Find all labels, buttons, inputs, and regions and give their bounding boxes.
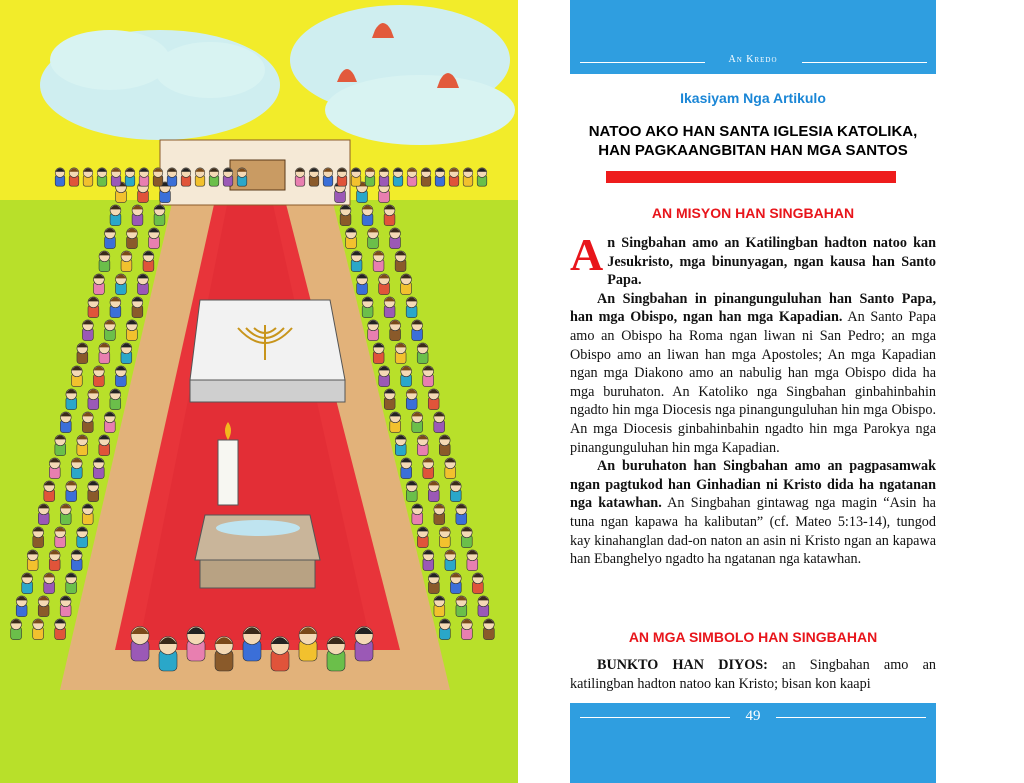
congregant — [395, 435, 406, 456]
congregant — [16, 596, 27, 617]
congregant — [132, 205, 143, 226]
congregant — [365, 168, 375, 186]
left-cloud — [40, 30, 280, 140]
congregant — [243, 627, 261, 662]
congregant — [449, 168, 459, 186]
congregant — [337, 168, 347, 186]
congregant — [99, 343, 110, 364]
congregant — [159, 637, 177, 672]
congregant — [295, 168, 305, 186]
congregant — [97, 168, 107, 186]
congregant — [49, 550, 60, 571]
congregant — [104, 320, 115, 341]
congregant — [401, 458, 412, 479]
congregant — [412, 504, 423, 525]
congregant — [195, 168, 205, 186]
congregant — [132, 297, 143, 318]
congregant — [55, 168, 65, 186]
congregant — [77, 435, 88, 456]
congregant — [82, 504, 93, 525]
congregant — [390, 412, 401, 433]
congregant — [393, 168, 403, 186]
congregant — [82, 320, 93, 341]
congregant — [423, 366, 434, 387]
congregant — [71, 366, 82, 387]
congregant — [110, 205, 121, 226]
congregant — [373, 343, 384, 364]
congregant — [395, 343, 406, 364]
congregant — [439, 619, 450, 640]
congregant — [477, 168, 487, 186]
congregant — [379, 274, 390, 295]
congregant — [38, 504, 49, 525]
congregant — [121, 251, 132, 272]
page-title — [560, 122, 946, 160]
congregant — [368, 228, 379, 249]
congregant — [384, 297, 395, 318]
congregant — [362, 297, 373, 318]
congregant — [167, 168, 177, 186]
congregant — [237, 168, 247, 186]
section-body-misyon — [570, 229, 936, 569]
congregant — [309, 168, 319, 186]
congregant — [428, 573, 439, 594]
congregant — [456, 504, 467, 525]
congregant — [472, 573, 483, 594]
congregant — [434, 596, 445, 617]
congregant — [110, 389, 121, 410]
page-title-line-2: HAN PAGKAANGBITAN HAN MGA SANTOS — [598, 142, 908, 159]
congregant — [33, 527, 44, 548]
congregant — [88, 297, 99, 318]
section-heading-simbolo: AN MGA SIMBOLO HAN SINGBAHAN — [628, 629, 878, 645]
congregant — [149, 228, 160, 249]
congregant — [406, 481, 417, 502]
congregant — [379, 366, 390, 387]
congregant — [139, 168, 149, 186]
congregant — [373, 251, 384, 272]
congregant — [93, 366, 104, 387]
congregant — [209, 168, 219, 186]
congregant — [105, 228, 116, 249]
congregant — [121, 343, 132, 364]
congregant — [445, 458, 456, 479]
page-title-line-1: NATOO AKO HAN SANTA IGLESIA KATOLIKA, — [588, 123, 918, 140]
paragraph-3-text: An Singbahan gintawag nga magin “Asin ha tuna ngan kapawa ha kalibutan” (cf. Mateo 5:13-14), tungod kay kinahanglan dad-on naton an asin ni Kristo ngan an kapawa han Ebanghelyo ngadto ha ngatanan nga katawhan. — [570, 495, 936, 568]
congregant — [93, 458, 104, 479]
congregant — [143, 251, 154, 272]
congregant — [88, 481, 99, 502]
congregant — [351, 251, 362, 272]
congregant — [351, 168, 361, 186]
congregant — [60, 412, 71, 433]
congregant — [99, 435, 110, 456]
congregant — [417, 527, 428, 548]
congregant — [138, 274, 149, 295]
congregant — [33, 619, 44, 640]
congregant — [384, 389, 395, 410]
congregant — [82, 412, 93, 433]
congregant — [71, 550, 82, 571]
congregant — [450, 481, 461, 502]
congregant — [49, 458, 60, 479]
congregant — [66, 389, 77, 410]
congregant — [401, 366, 412, 387]
altar-table — [190, 300, 345, 380]
congregant — [55, 527, 66, 548]
article-label: Ikasiyam Nga Artikulo — [680, 90, 826, 106]
congregant — [461, 527, 472, 548]
congregant — [126, 320, 137, 341]
header-band — [570, 0, 936, 74]
congregant — [27, 550, 38, 571]
paragraph-1-text: n Singbahan amo an Katilingban hadton natoo kan Jesukristo, mga binunyagan, ngan kausa han Santo Papa. — [607, 235, 936, 289]
congregant — [368, 320, 379, 341]
congregant — [483, 619, 494, 640]
congregant — [115, 366, 126, 387]
congregant — [428, 389, 439, 410]
congregant — [271, 637, 289, 672]
congregant — [435, 168, 445, 186]
congregant — [71, 458, 82, 479]
congregant — [55, 619, 66, 640]
section-heading-misyon: AN MISYON HAN SINGBAHAN — [651, 205, 855, 221]
congregant — [125, 168, 135, 186]
congregant — [22, 573, 33, 594]
congregant — [355, 627, 373, 662]
paragraph-2-bold: An Singbahan in pinangunguluhan han Santo Papa, han mga Obispo, ngan han mga Kapadian. — [570, 290, 936, 326]
congregant — [11, 619, 22, 640]
congregant — [99, 251, 110, 272]
congregant — [478, 596, 489, 617]
congregant — [111, 168, 121, 186]
drop-cap: A — [570, 229, 604, 280]
congregant — [401, 274, 412, 295]
paragraph-2 — [570, 290, 936, 457]
congregant — [131, 627, 149, 662]
congregant — [417, 435, 428, 456]
congregant — [390, 320, 401, 341]
congregant — [38, 596, 49, 617]
congregant — [362, 205, 373, 226]
congregant — [153, 168, 163, 186]
congregant — [94, 274, 105, 295]
congregant — [187, 627, 205, 662]
congregant — [439, 527, 450, 548]
paragraph-4 — [570, 656, 936, 693]
congregant — [423, 458, 434, 479]
paragraph-4-bold: BUNKTO HAN DIYOS: — [597, 657, 768, 673]
paragraph-3-bold: An buruhaton han Singbahan amo an pagpasamwak ngan pagtukod han Ginhadian ni Kristo dida ha ngatanan nga katawhan. — [570, 458, 936, 512]
congregant — [384, 205, 395, 226]
congregant — [181, 168, 191, 186]
congregant — [467, 550, 478, 571]
congregant — [88, 389, 99, 410]
paragraph-3 — [570, 457, 936, 569]
congregant — [450, 573, 461, 594]
congregant — [379, 168, 389, 186]
congregant — [357, 274, 368, 295]
congregant — [407, 168, 417, 186]
congregant — [390, 228, 401, 249]
congregant — [83, 168, 93, 186]
footer-band — [570, 703, 936, 783]
congregant — [439, 435, 450, 456]
congregant — [60, 596, 71, 617]
congregant — [412, 412, 423, 433]
congregant — [346, 228, 357, 249]
congregant — [412, 320, 423, 341]
congregant — [327, 637, 345, 672]
congregant — [423, 550, 434, 571]
congregant — [395, 251, 406, 272]
title-divider — [606, 171, 896, 183]
congregant — [434, 412, 445, 433]
congregant — [434, 504, 445, 525]
congregant — [77, 527, 88, 548]
congregant — [154, 205, 165, 226]
congregant — [461, 619, 472, 640]
congregant — [215, 637, 233, 672]
congregant — [127, 228, 138, 249]
congregant — [299, 627, 317, 662]
paragraph-2-text: An Santo Papa amo an Obispo ha Roma ngan liwan ni San Pedro; an mga Obispo amo an liwan han mga Apostoles; An mga Kapadian ngan mga Diakono amo an nabulig han mga Obispo dida ha mga buruhaton. An Katoliko nga Singbahan ginbahinbahin ngadto hin mga Diocesis nga pinangunguluhan hin mga Obispo. An mga Diocesis ginbahinbahin ngadto hin mga Parokya nga pinangunguluhan hin mga Kapadian. — [570, 309, 936, 456]
congregant — [69, 168, 79, 186]
congregant — [60, 504, 71, 525]
section-body-simbolo — [570, 656, 936, 693]
congregant — [323, 168, 333, 186]
congregant — [445, 550, 456, 571]
congregant — [456, 596, 467, 617]
congregant — [116, 274, 127, 295]
congregant — [66, 481, 77, 502]
congregant — [55, 435, 66, 456]
congregant — [340, 205, 351, 226]
paragraph-1 — [570, 229, 936, 290]
congregant — [463, 168, 473, 186]
congregant — [406, 297, 417, 318]
congregant — [77, 343, 88, 364]
congregant — [110, 297, 121, 318]
running-head: An Kredo — [728, 54, 778, 65]
congregant — [428, 481, 439, 502]
congregant — [421, 168, 431, 186]
congregant — [406, 389, 417, 410]
congregant — [104, 412, 115, 433]
congregant — [417, 343, 428, 364]
congregant — [44, 573, 55, 594]
congregant — [44, 481, 55, 502]
paschal-candle — [218, 440, 238, 505]
paragraph-4-text: an Singbahan amo an katilingban hadton natoo kan Kristo; bisan kon kaapi — [570, 657, 936, 692]
congregant — [66, 573, 77, 594]
page-number: 49 — [745, 708, 761, 724]
congregant — [223, 168, 233, 186]
